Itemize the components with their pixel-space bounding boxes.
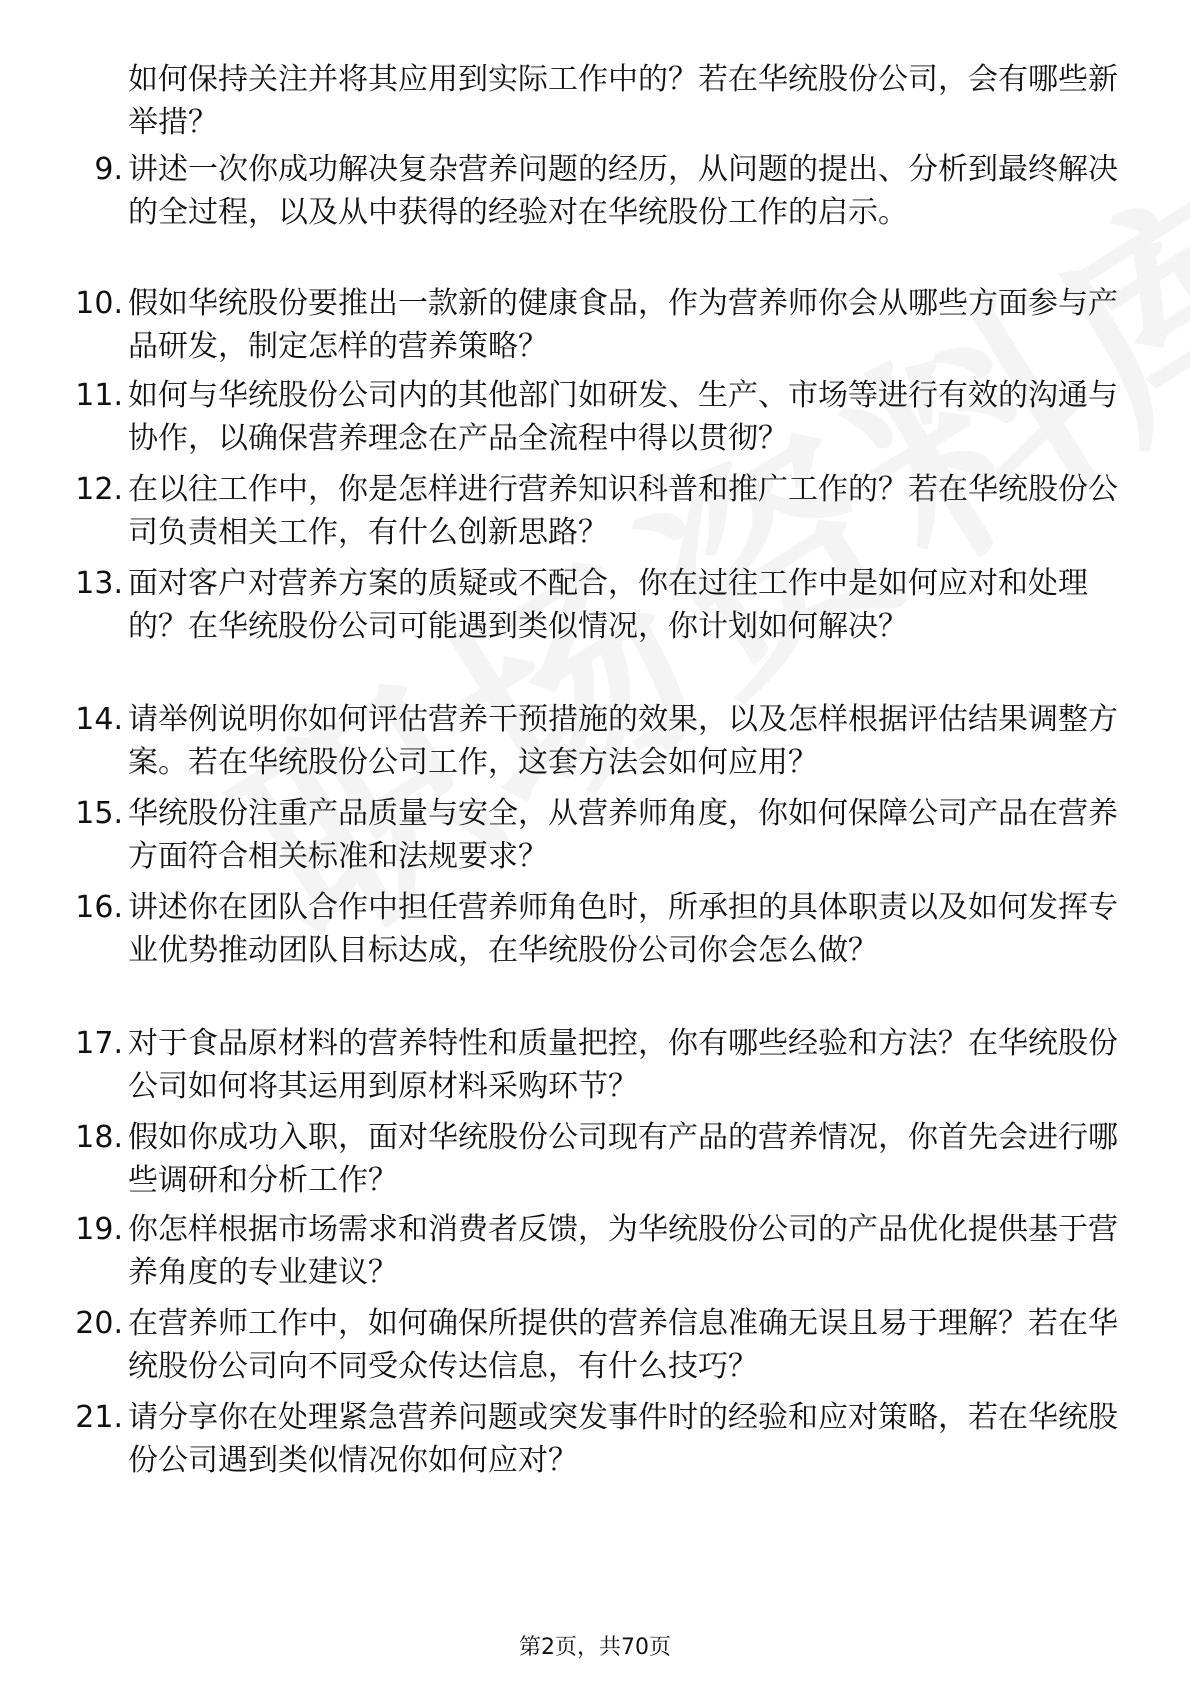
continued-question-text: 如何保持关注并将其应用到实际工作中的？若在华统股份公司，会有哪些新举措？ <box>128 62 1118 140</box>
question-text: 请分享你在处理紧急营养问题或突发事件时的经验和应对策略，若在华统股份公司遇到类似情况你如何应对？ <box>128 1400 1118 1478</box>
question-text: 讲述一次你成功解决复杂营养问题的经历，从问题的提出、分析到最终解决的全过程，以及从中获得的经验对在华统股份工作的启示。 <box>128 152 1118 230</box>
question-number: 18. <box>75 1120 123 1155</box>
question-text: 华统股份注重产品质量与安全，从营养师角度，你如何保障公司产品在营养方面符合相关标准和法规要求？ <box>128 796 1118 874</box>
question-text: 你怎样根据市场需求和消费者反馈，为华统股份公司的产品优化提供基于营养角度的专业建议？ <box>128 1212 1118 1290</box>
question-text: 在营养师工作中，如何确保所提供的营养信息准确无误且易于理解？若在华统股份公司向不同受众传达信息，有什么技巧？ <box>128 1306 1118 1384</box>
question-number: 14. <box>75 702 123 737</box>
question-number: 17. <box>75 1026 123 1061</box>
question-text: 假如华统股份要推出一款新的健康食品，作为营养师你会从哪些方面参与产品研发，制定怎样的营养策略？ <box>128 286 1118 364</box>
question-number: 20. <box>75 1306 123 1341</box>
question-text: 在以往工作中，你是怎样进行营养知识科普和推广工作的？若在华统股份公司负责相关工作，有什么创新思路？ <box>128 472 1118 550</box>
question-number: 15. <box>75 796 123 831</box>
question-number: 12. <box>75 472 123 507</box>
question-text: 讲述你在团队合作中担任营养师角色时，所承担的具体职责以及如何发挥专业优势推动团队目标达成，在华统股份公司你会怎么做？ <box>128 890 1118 968</box>
question-text: 请举例说明你如何评估营养干预措施的效果，以及怎样根据评估结果调整方案。若在华统股份公司工作，这套方法会如何应用？ <box>128 702 1118 780</box>
question-number: 9. <box>94 152 123 187</box>
question-number: 13. <box>75 566 123 601</box>
page-footer: 第2页，共70页 <box>519 1635 671 1660</box>
question-number: 16. <box>75 890 123 925</box>
question-number: 21. <box>75 1400 123 1435</box>
question-text: 对于食品原材料的营养特性和质量把控，你有哪些经验和方法？在华统股份公司如何将其运用到原材料采购环节？ <box>128 1026 1118 1104</box>
question-text: 如何与华统股份公司内的其他部门如研发、生产、市场等进行有效的沟通与协作，以确保营养理念在产品全流程中得以贯彻？ <box>128 378 1118 456</box>
question-text: 假如你成功入职，面对华统股份公司现有产品的营养情况，你首先会进行哪些调研和分析工作？ <box>128 1120 1118 1198</box>
question-text: 面对客户对营养方案的质疑或不配合，你在过往工作中是如何应对和处理的？在华统股份公司可能遇到类似情况，你计划如何解决？ <box>128 566 1088 644</box>
question-number: 19. <box>75 1212 123 1247</box>
question-number: 11. <box>75 378 123 413</box>
question-number: 10. <box>75 286 123 321</box>
